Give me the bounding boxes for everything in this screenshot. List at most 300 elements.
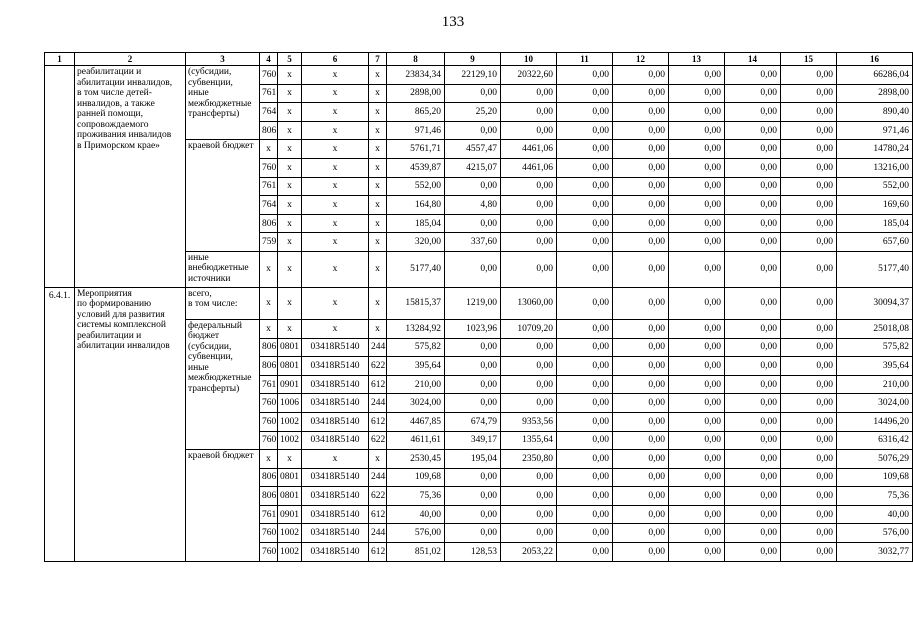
year5-cell [613, 357, 669, 376]
year6-cell-text: 0,00 [704, 237, 721, 248]
year1-cell-text: 210,00 [414, 379, 441, 390]
year1-cell-text: 185,04 [414, 218, 441, 229]
year7-cell-text: 0,00 [760, 435, 777, 446]
year3-cell [501, 357, 557, 376]
vr-cell-text: x [375, 264, 380, 275]
year1-cell-text: 15815,37 [405, 298, 441, 309]
total-cell [837, 103, 913, 122]
rzpr-cell-text: x [287, 69, 292, 80]
year7-cell [725, 319, 781, 338]
year5-cell-text: 0,00 [648, 218, 665, 229]
total-cell-text: 185,04 [882, 218, 909, 229]
total-cell-text: 5177,40 [878, 264, 909, 275]
year3-cell [501, 450, 557, 469]
total-cell [837, 66, 913, 85]
year1-cell-text: 5761,71 [410, 144, 441, 155]
description-cell-text: Мероприятия по формированию условий для развития системы комплексной реабилитации и абилитации инвалидов [77, 288, 170, 352]
header-cell: 12 [613, 53, 669, 66]
total-cell-text: 109,68 [882, 472, 909, 483]
year8-cell [781, 140, 837, 159]
year6-cell [669, 251, 725, 287]
year8-cell [781, 543, 837, 562]
year4-cell [557, 431, 613, 450]
source-kraevoy-cell-text: краевой бюджет [188, 141, 254, 152]
year1-cell-text: 109,68 [414, 472, 441, 483]
year6-cell [669, 214, 725, 233]
year7-cell-text: 0,00 [760, 342, 777, 353]
total-cell-text: 971,46 [882, 125, 909, 136]
year7-cell-text: 0,00 [760, 298, 777, 309]
year8-cell-text: 0,00 [816, 379, 833, 390]
year7-cell [725, 543, 781, 562]
year5-cell-text: 0,00 [648, 379, 665, 390]
rzpr-cell [278, 214, 302, 233]
vr-cell-text: x [375, 162, 380, 173]
year4-cell-text: 0,00 [592, 106, 609, 117]
year5-cell [613, 214, 669, 233]
year6-cell [669, 505, 725, 524]
year2-cell [445, 121, 501, 140]
year7-cell [725, 177, 781, 196]
vr-cell [369, 431, 387, 450]
year1-cell [387, 140, 445, 159]
year7-cell [725, 468, 781, 487]
vr-cell-text: 622 [371, 360, 386, 371]
rzpr-cell-text: x [287, 125, 292, 136]
year4-cell [557, 375, 613, 394]
year7-cell-text: 0,00 [760, 264, 777, 275]
year2-cell [445, 524, 501, 543]
vr-cell-text: 244 [371, 398, 386, 409]
year1-cell-text: 552,00 [414, 181, 441, 192]
year1-cell [387, 66, 445, 85]
year8-cell-text: 0,00 [816, 323, 833, 334]
year3-cell [501, 287, 557, 319]
csr-cell [302, 450, 369, 469]
year8-cell-text: 0,00 [816, 125, 833, 136]
total-cell-text: 14496,20 [873, 416, 909, 427]
vr-cell-text: 622 [371, 435, 386, 446]
year3-cell [501, 543, 557, 562]
year3-cell-text: 0,00 [536, 528, 553, 539]
year7-cell-text: 0,00 [760, 453, 777, 464]
year7-cell [725, 524, 781, 543]
year3-cell-text: 0,00 [536, 88, 553, 99]
year2-cell-text: 0,00 [480, 509, 497, 520]
source-inye-cell [186, 251, 260, 287]
year6-cell-text: 0,00 [704, 491, 721, 502]
year1-cell [387, 103, 445, 122]
year5-cell [613, 431, 669, 450]
year3-cell [501, 468, 557, 487]
year1-cell [387, 251, 445, 287]
year4-cell-text: 0,00 [592, 162, 609, 173]
rzpr-cell [278, 412, 302, 431]
vr-cell-text: 244 [371, 342, 386, 353]
vr-cell [369, 66, 387, 85]
total-cell [837, 140, 913, 159]
year6-cell [669, 319, 725, 338]
total-cell [837, 158, 913, 177]
year3-cell [501, 140, 557, 159]
year4-cell-text: 0,00 [592, 360, 609, 371]
year7-cell-text: 0,00 [760, 125, 777, 136]
total-cell-text: 575,82 [882, 342, 909, 353]
csr-cell [302, 251, 369, 287]
description-cell [75, 66, 186, 288]
year5-cell-text: 0,00 [648, 106, 665, 117]
csr-cell [302, 357, 369, 376]
grbs-cell-text: x [266, 144, 271, 155]
csr-cell [302, 543, 369, 562]
total-cell-text: 210,00 [882, 379, 909, 390]
year8-cell [781, 468, 837, 487]
csr-cell-text: 03418R5140 [310, 435, 360, 446]
year6-cell [669, 524, 725, 543]
year1-cell-text: 75,36 [419, 491, 441, 502]
year2-cell [445, 287, 501, 319]
grbs-cell-text: 806 [262, 360, 277, 371]
grbs-cell-text: 760 [262, 69, 277, 80]
year8-cell [781, 251, 837, 287]
year1-cell [387, 524, 445, 543]
rzpr-cell-text: 0801 [280, 342, 299, 353]
year1-cell [387, 233, 445, 252]
year7-cell [725, 121, 781, 140]
rzpr-cell-text: x [287, 181, 292, 192]
year6-cell-text: 0,00 [704, 528, 721, 539]
year4-cell-text: 0,00 [592, 88, 609, 99]
year2-cell-text: 0,00 [480, 181, 497, 192]
vr-cell-text: 612 [371, 509, 386, 520]
year3-cell [501, 505, 557, 524]
csr-cell-text: 03418R5140 [310, 360, 360, 371]
year1-cell [387, 431, 445, 450]
year2-cell-text: 25,20 [475, 106, 497, 117]
grbs-cell-text: 764 [262, 199, 277, 210]
year4-cell-text: 0,00 [592, 298, 609, 309]
year2-cell-text: 128,53 [470, 546, 497, 557]
year2-cell [445, 177, 501, 196]
year1-cell-text: 13284,92 [405, 323, 441, 334]
vr-cell [369, 505, 387, 524]
year5-cell-text: 0,00 [648, 472, 665, 483]
year7-cell [725, 251, 781, 287]
csr-cell-text: 03418R5140 [310, 472, 360, 483]
rzpr-cell [278, 505, 302, 524]
csr-cell-text: 03418R5140 [310, 546, 360, 557]
year6-cell-text: 0,00 [704, 546, 721, 557]
year6-cell [669, 84, 725, 103]
year5-cell [613, 487, 669, 506]
grbs-cell-text: 806 [262, 472, 277, 483]
year5-cell [613, 233, 669, 252]
vr-cell [369, 121, 387, 140]
rzpr-cell-text: 0901 [280, 509, 299, 520]
vr-cell [369, 251, 387, 287]
vr-cell-text: x [375, 199, 380, 210]
year3-cell-text: 0,00 [536, 106, 553, 117]
grbs-cell [260, 158, 278, 177]
csr-cell-text: 03418R5140 [310, 509, 360, 520]
header-cell: 9 [445, 53, 501, 66]
grbs-cell-text: 760 [262, 435, 277, 446]
rzpr-cell [278, 394, 302, 413]
source-kraevoy-cell [186, 140, 260, 252]
year2-cell-text: 337,60 [470, 237, 497, 248]
header-cell: 6 [302, 53, 369, 66]
vr-cell-text: x [375, 106, 380, 117]
year5-cell-text: 0,00 [648, 342, 665, 353]
rzpr-cell [278, 450, 302, 469]
grbs-cell [260, 487, 278, 506]
rzpr-cell-text: x [287, 106, 292, 117]
year7-cell [725, 66, 781, 85]
year2-cell [445, 468, 501, 487]
year1-cell-text: 971,46 [414, 125, 441, 136]
csr-cell-text: x [332, 181, 338, 192]
year4-cell-text: 0,00 [592, 453, 609, 464]
rzpr-cell-text: 0801 [280, 491, 299, 502]
year2-cell-text: 0,00 [480, 472, 497, 483]
year4-cell-text: 0,00 [592, 218, 609, 229]
csr-cell [302, 394, 369, 413]
rzpr-cell-text: 1006 [280, 398, 299, 409]
year7-cell-text: 0,00 [760, 509, 777, 520]
year6-cell-text: 0,00 [704, 360, 721, 371]
year3-cell-text: 0,00 [536, 199, 553, 210]
total-cell [837, 412, 913, 431]
year6-cell [669, 412, 725, 431]
year3-cell [501, 84, 557, 103]
year2-cell [445, 103, 501, 122]
year6-cell-text: 0,00 [704, 88, 721, 99]
grbs-cell [260, 524, 278, 543]
csr-cell [302, 103, 369, 122]
year4-cell [557, 394, 613, 413]
year5-cell [613, 375, 669, 394]
year5-cell-text: 0,00 [648, 491, 665, 502]
year2-cell [445, 251, 501, 287]
grbs-cell [260, 450, 278, 469]
index-cell-text: 6.4.1. [48, 290, 71, 301]
csr-cell-text: x [332, 88, 338, 99]
year5-cell [613, 251, 669, 287]
year1-cell-text: 2898,00 [410, 88, 441, 99]
rzpr-cell-text: 0901 [280, 379, 299, 390]
year2-cell-text: 349,17 [470, 435, 497, 446]
grbs-cell-text: 759 [262, 237, 277, 248]
year7-cell-text: 0,00 [760, 416, 777, 427]
grbs-cell-text: 760 [262, 416, 277, 427]
year2-cell-text: 0,00 [480, 491, 497, 502]
grbs-cell [260, 140, 278, 159]
year3-cell [501, 251, 557, 287]
year2-cell [445, 66, 501, 85]
year5-cell [613, 394, 669, 413]
year7-cell-text: 0,00 [760, 162, 777, 173]
csr-cell [302, 121, 369, 140]
csr-cell-text: 03418R5140 [310, 528, 360, 539]
year3-cell [501, 214, 557, 233]
year6-cell-text: 0,00 [704, 298, 721, 309]
year4-cell [557, 177, 613, 196]
rzpr-cell-text: x [287, 298, 292, 309]
year2-cell [445, 543, 501, 562]
year8-cell [781, 319, 837, 338]
csr-cell-text: x [332, 218, 338, 229]
rzpr-cell-text: x [287, 88, 292, 99]
source-kraevoy-cell-text: краевой бюджет [188, 451, 254, 462]
rzpr-cell-text: x [287, 237, 292, 248]
year7-cell [725, 84, 781, 103]
year1-cell-text: 164,80 [414, 199, 441, 210]
total-cell-text: 890,40 [882, 106, 909, 117]
grbs-cell [260, 196, 278, 215]
vr-cell-text: x [375, 69, 380, 80]
total-cell-text: 13216,00 [873, 162, 909, 173]
year4-cell [557, 158, 613, 177]
year3-cell [501, 66, 557, 85]
year4-cell [557, 287, 613, 319]
year3-cell-text: 0,00 [536, 218, 553, 229]
source-federal-cell-text: (субсидии, субвенции, иные межбюджетные трансферты) [188, 67, 252, 119]
year2-cell [445, 487, 501, 506]
year6-cell [669, 177, 725, 196]
year8-cell-text: 0,00 [816, 106, 833, 117]
csr-cell [302, 84, 369, 103]
rzpr-cell [278, 158, 302, 177]
csr-cell [302, 319, 369, 338]
year8-cell-text: 0,00 [816, 199, 833, 210]
year6-cell-text: 0,00 [704, 199, 721, 210]
year7-cell [725, 394, 781, 413]
grbs-cell [260, 103, 278, 122]
year3-cell-text: 0,00 [536, 264, 553, 275]
rzpr-cell [278, 431, 302, 450]
year5-cell-text: 0,00 [648, 528, 665, 539]
csr-cell-text: x [332, 106, 338, 117]
year3-cell-text: 0,00 [536, 181, 553, 192]
year1-cell [387, 394, 445, 413]
source-inye-cell-text: иные внебюджетные источники [188, 252, 249, 284]
vr-cell [369, 468, 387, 487]
grbs-cell [260, 357, 278, 376]
year8-cell [781, 287, 837, 319]
rzpr-cell [278, 140, 302, 159]
year8-cell-text: 0,00 [816, 264, 833, 275]
total-cell-text: 3032,77 [878, 546, 909, 557]
year1-cell [387, 338, 445, 357]
total-cell [837, 214, 913, 233]
rzpr-cell-text: 0801 [280, 472, 299, 483]
year7-cell [725, 196, 781, 215]
year6-cell [669, 140, 725, 159]
csr-cell-text: x [332, 237, 338, 248]
year8-cell-text: 0,00 [816, 472, 833, 483]
year7-cell-text: 0,00 [760, 546, 777, 557]
vr-cell [369, 450, 387, 469]
year4-cell [557, 196, 613, 215]
year3-cell [501, 177, 557, 196]
year6-cell [669, 287, 725, 319]
rzpr-cell [278, 196, 302, 215]
total-cell [837, 177, 913, 196]
vr-cell-text: 244 [371, 528, 386, 539]
csr-cell [302, 66, 369, 85]
year6-cell-text: 0,00 [704, 264, 721, 275]
year2-cell-text: 4557,47 [466, 144, 497, 155]
total-cell-text: 5076,29 [878, 453, 909, 464]
csr-cell-text: 03418R5140 [310, 379, 360, 390]
table-row [45, 287, 913, 319]
year2-cell-text: 0,00 [480, 88, 497, 99]
grbs-cell-text: 761 [262, 509, 277, 520]
grbs-cell-text: 760 [262, 162, 277, 173]
year4-cell-text: 0,00 [592, 491, 609, 502]
total-cell-text: 169,60 [882, 199, 909, 210]
year5-cell-text: 0,00 [648, 69, 665, 80]
total-cell-text: 576,00 [882, 528, 909, 539]
year4-cell-text: 0,00 [592, 199, 609, 210]
year6-cell [669, 66, 725, 85]
vr-cell [369, 524, 387, 543]
year4-cell-text: 0,00 [592, 181, 609, 192]
year1-cell [387, 412, 445, 431]
year4-cell-text: 0,00 [592, 125, 609, 136]
year3-cell-text: 2053,22 [522, 546, 553, 557]
year1-cell-text: 395,64 [414, 360, 441, 371]
year5-cell [613, 84, 669, 103]
year3-cell-text: 0,00 [536, 491, 553, 502]
year3-cell [501, 196, 557, 215]
csr-cell-text: x [332, 298, 338, 309]
year7-cell [725, 140, 781, 159]
year6-cell [669, 338, 725, 357]
year2-cell-text: 0,00 [480, 528, 497, 539]
rzpr-cell-text: x [287, 453, 292, 464]
vr-cell-text: x [375, 298, 380, 309]
year8-cell-text: 0,00 [816, 416, 833, 427]
csr-cell [302, 287, 369, 319]
year1-cell [387, 84, 445, 103]
rzpr-cell-text: x [287, 199, 292, 210]
rzpr-cell-text: 1002 [280, 416, 299, 427]
year1-cell-text: 320,00 [414, 237, 441, 248]
source-kraevoy-cell [186, 450, 260, 562]
year7-cell-text: 0,00 [760, 88, 777, 99]
year8-cell [781, 103, 837, 122]
description-cell [75, 287, 186, 561]
year8-cell-text: 0,00 [816, 546, 833, 557]
year1-cell-text: 865,20 [414, 106, 441, 117]
year5-cell-text: 0,00 [648, 298, 665, 309]
year3-cell-text: 0,00 [536, 379, 553, 390]
year8-cell [781, 196, 837, 215]
year1-cell-text: 4539,87 [410, 162, 441, 173]
year5-cell-text: 0,00 [648, 435, 665, 446]
year7-cell-text: 0,00 [760, 218, 777, 229]
year4-cell-text: 0,00 [592, 342, 609, 353]
year7-cell-text: 0,00 [760, 528, 777, 539]
header-cell: 8 [387, 53, 445, 66]
grbs-cell [260, 319, 278, 338]
year1-cell-text: 2530,45 [410, 453, 441, 464]
grbs-cell-text: 760 [262, 398, 277, 409]
year6-cell-text: 0,00 [704, 162, 721, 173]
year2-cell [445, 431, 501, 450]
year6-cell [669, 394, 725, 413]
